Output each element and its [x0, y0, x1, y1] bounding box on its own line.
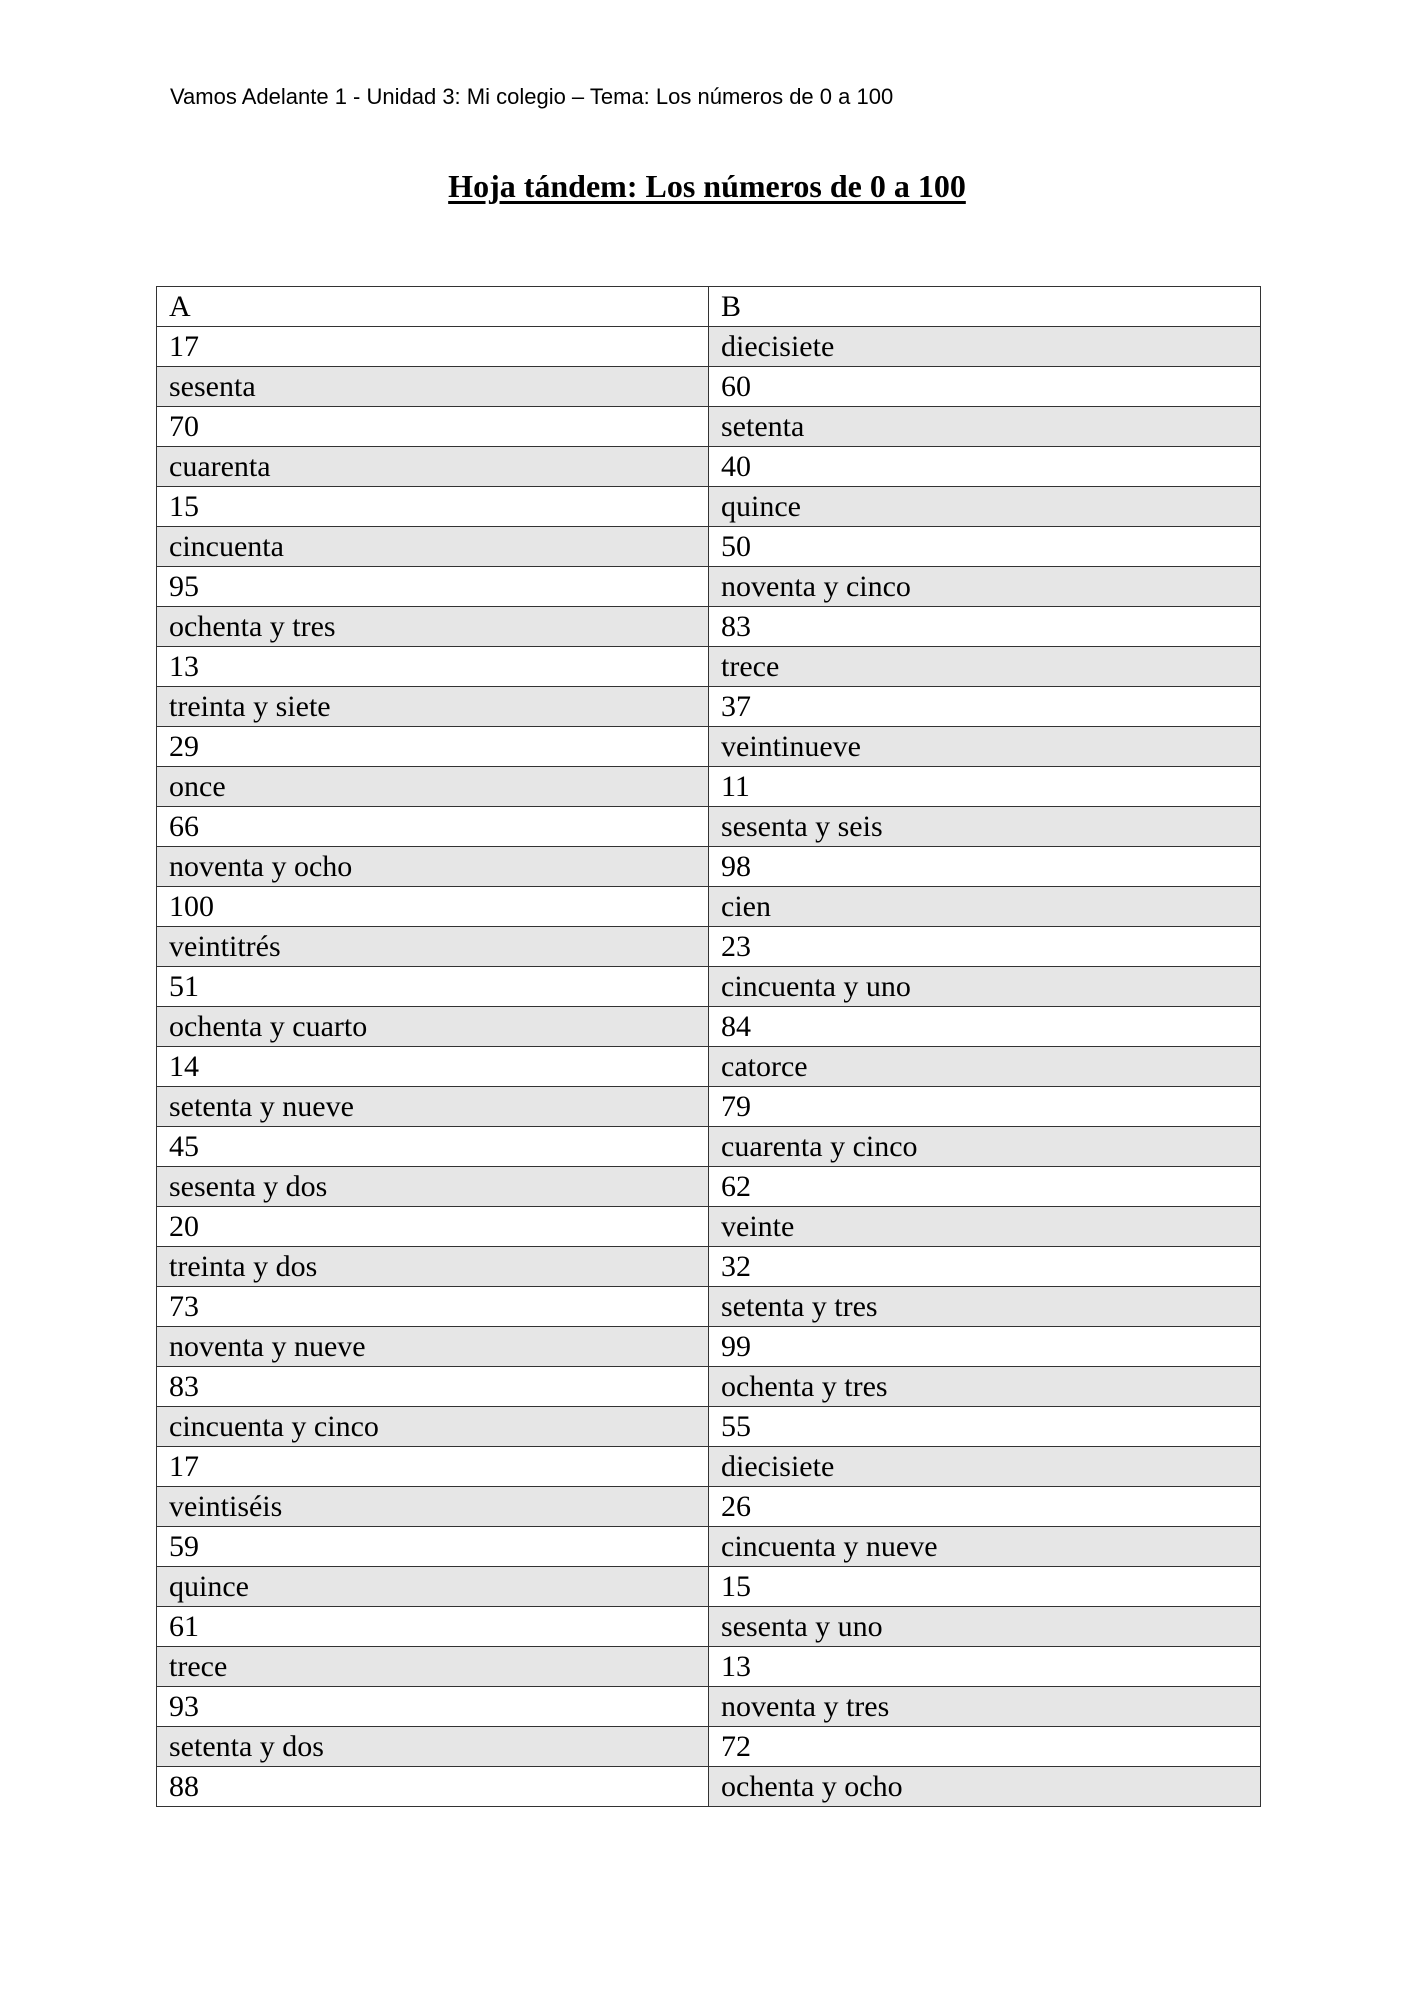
cell-column-b: 55	[709, 1407, 1261, 1447]
cell-column-b: 37	[709, 687, 1261, 727]
cell-column-a: ochenta y tres	[157, 607, 709, 647]
cell-column-a: cincuenta y cinco	[157, 1407, 709, 1447]
table-row	[157, 767, 1261, 807]
cell-column-b: veinte	[709, 1207, 1261, 1247]
tandem-table-body	[157, 287, 1261, 1807]
table-row	[157, 807, 1261, 847]
cell-column-b: ochenta y tres	[709, 1367, 1261, 1407]
table-row	[157, 1127, 1261, 1167]
cell-column-a: 17	[157, 1447, 709, 1487]
table-row	[157, 1207, 1261, 1247]
cell-column-b: cincuenta y nueve	[709, 1527, 1261, 1567]
cell-column-b: 11	[709, 767, 1261, 807]
table-row	[157, 567, 1261, 607]
cell-column-a: trece	[157, 1647, 709, 1687]
table-row	[157, 1047, 1261, 1087]
cell-column-a: 14	[157, 1047, 709, 1087]
table-row	[157, 487, 1261, 527]
cell-column-b: cien	[709, 887, 1261, 927]
cell-column-b: trece	[709, 647, 1261, 687]
table-row	[157, 927, 1261, 967]
cell-column-b: ochenta y ocho	[709, 1767, 1261, 1807]
cell-column-b: 23	[709, 927, 1261, 967]
cell-column-b: setenta	[709, 407, 1261, 447]
cell-column-a: 51	[157, 967, 709, 1007]
cell-column-a: noventa y nueve	[157, 1327, 709, 1367]
cell-column-b: 32	[709, 1247, 1261, 1287]
cell-column-a: cincuenta	[157, 527, 709, 567]
cell-column-b: diecisiete	[709, 1447, 1261, 1487]
cell-column-a: sesenta	[157, 367, 709, 407]
cell-column-b: 62	[709, 1167, 1261, 1207]
cell-column-b: noventa y tres	[709, 1687, 1261, 1727]
cell-column-a: cuarenta	[157, 447, 709, 487]
cell-column-b: sesenta y seis	[709, 807, 1261, 847]
table-row	[157, 1287, 1261, 1327]
cell-column-a: 20	[157, 1207, 709, 1247]
cell-column-a: veintiséis	[157, 1487, 709, 1527]
cell-column-a: setenta y dos	[157, 1727, 709, 1767]
cell-column-b: 84	[709, 1007, 1261, 1047]
cell-column-a: ochenta y cuarto	[157, 1007, 709, 1047]
document-title: Hoja tándem: Los números de 0 a 100	[448, 168, 966, 204]
cell-column-b: 26	[709, 1487, 1261, 1527]
table-row	[157, 607, 1261, 647]
cell-column-b: 79	[709, 1087, 1261, 1127]
table-row	[157, 527, 1261, 567]
cell-column-a: once	[157, 767, 709, 807]
table-row	[157, 687, 1261, 727]
cell-column-a: 93	[157, 1687, 709, 1727]
cell-column-a: 61	[157, 1607, 709, 1647]
table-row	[157, 1087, 1261, 1127]
cell-column-a: sesenta y dos	[157, 1167, 709, 1207]
cell-column-b: quince	[709, 487, 1261, 527]
cell-column-b: 50	[709, 527, 1261, 567]
column-header-b: B	[709, 287, 1261, 327]
table-row	[157, 1407, 1261, 1447]
cell-column-b: cincuenta y uno	[709, 967, 1261, 1007]
cell-column-b: 99	[709, 1327, 1261, 1367]
cell-column-b: 83	[709, 607, 1261, 647]
cell-column-b: setenta y tres	[709, 1287, 1261, 1327]
cell-column-a: setenta y nueve	[157, 1087, 709, 1127]
cell-column-a: 95	[157, 567, 709, 607]
table-row	[157, 447, 1261, 487]
cell-column-b: 72	[709, 1727, 1261, 1767]
cell-column-a: quince	[157, 1567, 709, 1607]
cell-column-a: noventa y ocho	[157, 847, 709, 887]
cell-column-a: 88	[157, 1767, 709, 1807]
cell-column-a: treinta y dos	[157, 1247, 709, 1287]
cell-column-b: diecisiete	[709, 327, 1261, 367]
table-row	[157, 887, 1261, 927]
cell-column-a: 13	[157, 647, 709, 687]
tandem-table	[156, 286, 1261, 1807]
cell-column-a: 15	[157, 487, 709, 527]
cell-column-a: 70	[157, 407, 709, 447]
table-row	[157, 407, 1261, 447]
table-row	[157, 327, 1261, 367]
table-header-row	[157, 287, 1261, 327]
table-row	[157, 1367, 1261, 1407]
cell-column-b: 98	[709, 847, 1261, 887]
table-row	[157, 847, 1261, 887]
table-row	[157, 1007, 1261, 1047]
table-row	[157, 967, 1261, 1007]
table-row	[157, 1167, 1261, 1207]
cell-column-a: 73	[157, 1287, 709, 1327]
cell-column-a: 100	[157, 887, 709, 927]
table-row	[157, 367, 1261, 407]
table-row	[157, 1527, 1261, 1567]
cell-column-b: 40	[709, 447, 1261, 487]
table-row	[157, 647, 1261, 687]
cell-column-a: treinta y siete	[157, 687, 709, 727]
table-row	[157, 1687, 1261, 1727]
table-row	[157, 1727, 1261, 1767]
table-row	[157, 1647, 1261, 1687]
cell-column-b: 13	[709, 1647, 1261, 1687]
table-row	[157, 1327, 1261, 1367]
cell-column-a: 45	[157, 1127, 709, 1167]
running-header: Vamos Adelante 1 - Unidad 3: Mi colegio – Tema: Los números de 0 a 100	[170, 84, 894, 109]
table-row	[157, 1487, 1261, 1527]
cell-column-b: sesenta y uno	[709, 1607, 1261, 1647]
cell-column-a: 29	[157, 727, 709, 767]
table-row	[157, 1567, 1261, 1607]
table-row	[157, 1447, 1261, 1487]
cell-column-b: 15	[709, 1567, 1261, 1607]
cell-column-a: veintitrés	[157, 927, 709, 967]
cell-column-a: 17	[157, 327, 709, 367]
table-row	[157, 1247, 1261, 1287]
cell-column-a: 59	[157, 1527, 709, 1567]
cell-column-a: 83	[157, 1367, 709, 1407]
cell-column-b: cuarenta y cinco	[709, 1127, 1261, 1167]
cell-column-b: catorce	[709, 1047, 1261, 1087]
table-row	[157, 1767, 1261, 1807]
cell-column-b: veintinueve	[709, 727, 1261, 767]
table-row	[157, 1607, 1261, 1647]
table-row	[157, 727, 1261, 767]
cell-column-b: noventa y cinco	[709, 567, 1261, 607]
cell-column-b: 60	[709, 367, 1261, 407]
column-header-a: A	[157, 287, 709, 327]
cell-column-a: 66	[157, 807, 709, 847]
